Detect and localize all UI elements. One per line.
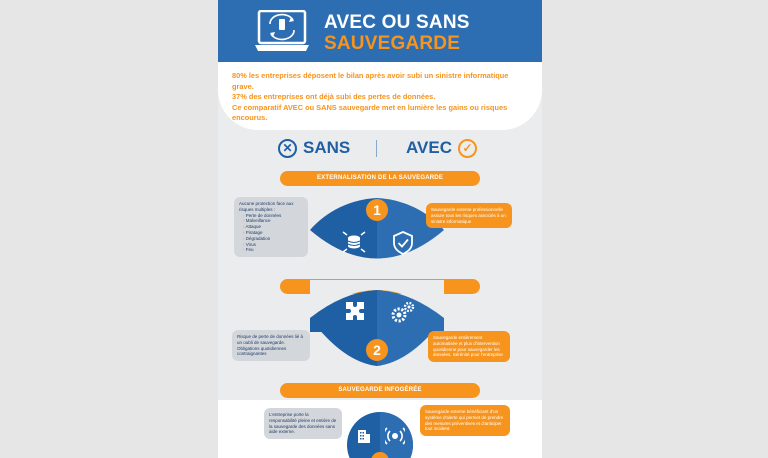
intro-line-3: Ce comparatif AVEC ou SANS sauvegarde met en lumière les gains ou risques encourus. [232,102,508,123]
intro-line-1: 80% les entreprises déposent le bilan après avoir subi un sinistre informatique grave. [232,71,509,91]
intro-line-2: 37% des entreprises ont déjà subi des pertes de données. [232,92,436,102]
versus-divider [376,140,377,157]
gears-icon [390,301,416,325]
laptop-icon [254,10,310,52]
list-item: › Dégradation [243,236,303,242]
database-under-attack-icon [342,230,366,254]
step-number-1: 1 [366,199,388,221]
left-bubble-section-3: L'entreprise porte la responsabilité pleine et entière de la sauvegarde des données sans aide externe. [264,408,342,439]
header [218,0,542,62]
title-line-2: SAUVEGARDE [324,33,461,54]
lens-section-3 [344,411,416,458]
without-label: ✕ SANS [278,138,350,158]
risk-list [243,213,303,254]
list-item: › Malveillance [243,218,303,224]
step-number-2: 2 [366,339,388,361]
list-item: › Attaque [243,224,303,230]
versus-row [218,138,542,160]
infographic [218,0,542,458]
building-icon [356,428,372,444]
cross-icon: ✕ [278,139,297,158]
left-bubble-title: Aucune protection face aux risques multiples : [239,201,294,212]
list-item: › Perte de données [243,213,303,219]
puzzle-icon [344,300,366,322]
list-item: › Piratage [243,230,303,236]
band-externalisation: EXTERNALISATION DE LA SAUVEGARDE [280,171,480,186]
right-bubble-section-2: Sauvegarde entièrement automatisée et plus d'intervention quotidienne pour sauvegarder les données. Sérénité pour l'entreprise [428,331,510,362]
with-label: AVEC ✓ [406,138,477,158]
title-line-1: AVEC OU SANS [324,12,470,33]
left-bubble-section-2: Risque de perte de données lié à un oubli de sauvegarde. Obligations quotidiennes contraignantes [232,330,310,361]
right-bubble-section-1: Sauvegarde externe professionnelle assure tous les risques associés à un sinistre informatique [426,203,512,228]
list-item: › Virus [243,242,303,248]
shield-check-icon [392,231,414,255]
alarm-signal-icon [385,427,405,445]
intro-box [218,62,542,130]
check-icon: ✓ [458,139,477,158]
list-item: › Feu [243,247,303,253]
right-bubble-section-3: Sauvegarde externe bénéficiant d'un système d'alerte qui permet de prendre des mesures préventives et d'anticiper tout incident. [420,405,510,436]
band-infogeree: SAUVEGARDE INFOGÉRÉE [280,383,480,398]
left-bubble-section-1 [234,197,308,257]
